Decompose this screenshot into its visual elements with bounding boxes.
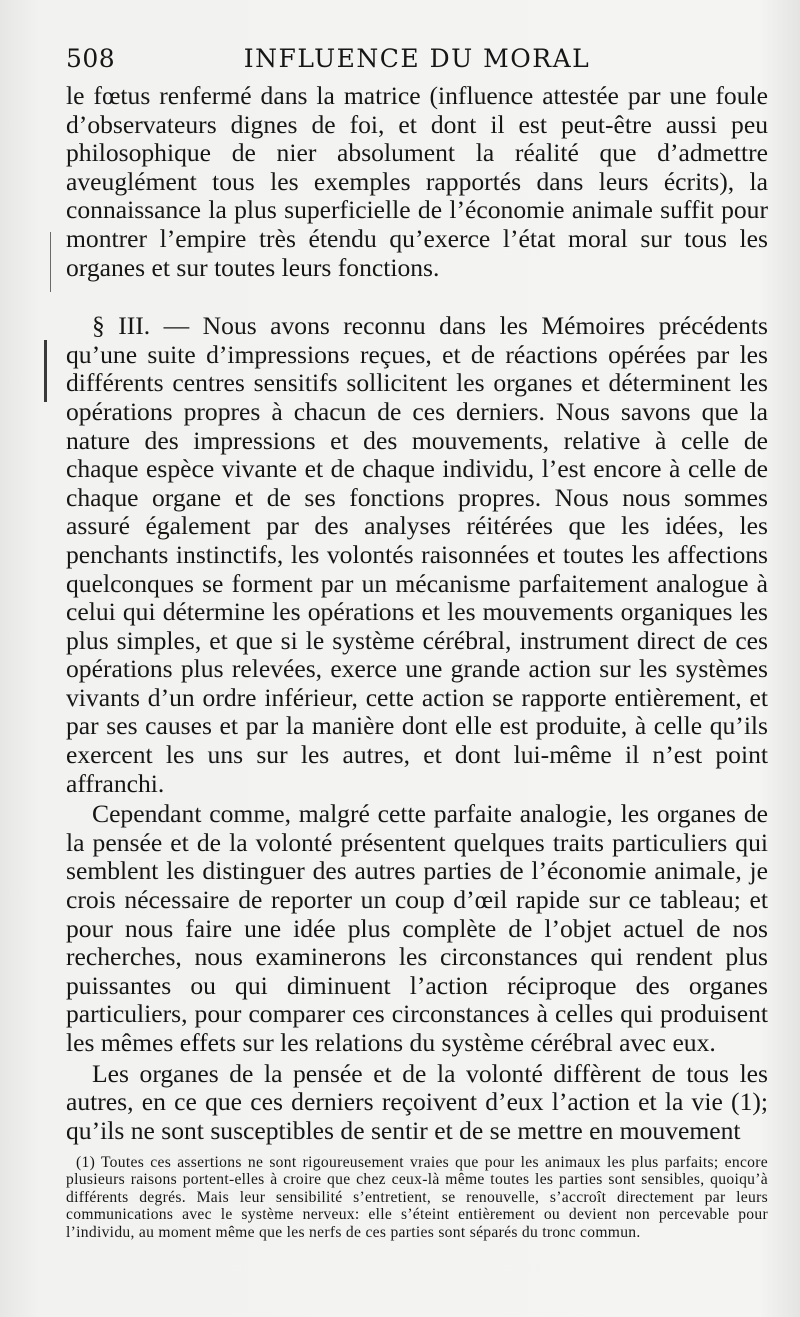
page-header (66, 40, 768, 76)
margin-bracket-mark (44, 340, 47, 402)
paragraph: Les organes de la pensée et de la volonté diffèrent de tous les autres, en ce que ces derniers reçoivent d’eux l’action et la vie (1); qu’ils ne sont susceptibles de sentir et de se mettre en mouvement (66, 1058, 768, 1145)
margin-bracket-mark (50, 232, 51, 292)
footnote-text: (1) Toutes ces assertions ne sont rigoureusement vraies que pour les animaux les plus parfaits; encore plusieurs raisons portent-elles à croire que chez ceux-là même toutes les parties sont sensibles, quoiqu’à différents degrés. Mais leur sensibilité s’entretient, se renouvelle, s’accroît directement par leurs communications avec le système nerveux: elle s’éteint entièrement ou devient non percevable pour l’individu, au moment même que les nerfs de ces parties sont séparés du tronc commun. (66, 1154, 768, 1241)
running-title: INFLUENCE DU MORAL (243, 44, 591, 73)
paragraph: le fœtus renfermé dans la matrice (influence attestée par une foule d’observateurs dignes de foi, et dont il est peut-être aussi peu philosophique de nier absolument la réalité que d’admettre aveuglément tous les exemples rapportés dans leurs écrits), la connaissance la plus superficielle de l’économie animale suffit pour montrer l’empire très étendu qu’exerce l’état moral sur tous les organes et sur toutes leurs fonctions. (66, 81, 768, 282)
paragraph: Cependant comme, malgré cette parfaite analogie, les organes de la pensée et de la volonté présentent quelques traits particuliers qui semblent les distinguer des autres parties de l’économie animale, je crois nécessaire de reporter un coup d’œil rapide sur ce tableau; et pour nous faire une idée plus complète de l’objet actuel de nos recherches, nous examinerons les circonstances qui rendent plus puissantes ou qui diminuent l’action réciproque des organes particuliers, pour comparer ces circonstances à celles qui produisent les mêmes effets sur les relations du système cérébral avec eux. (66, 799, 768, 1057)
main-text (66, 82, 768, 1145)
footnote (66, 1154, 768, 1241)
paragraph: § III. — Nous avons reconnu dans les Mémoires précédents qu’une suite d’impressions reçues, et de réactions opérées par les différents centres sensitifs sollicitent les organes et déterminent les opérations propres à chacun de ces derniers. Nous savons que la nature des impressions et des mouvements, relative à celle de chaque espèce vivante et de chaque individu, l’est encore à celle de chaque organe et de ses fonctions propres. Nous nous sommes assuré également par des analyses réitérées que les idées, les penchants instinctifs, les volontés raisonnées et toutes les affections quelconques se forment par un mécanisme parfaitement analogue à celui qui détermine les opérations et les mouvements organiques les plus simples, et que si le système cérébral, instrument direct de ces opérations plus relevées, exerce une grande action sur les systèmes vivants d’un ordre inférieur, cette action se rapporte entièrement, et par ses causes et par la manière dont elle est produite, à celle qu’ils exercent les uns sur les autres, et dont lui-même il n’est point affranchi. (66, 311, 768, 798)
page-number: 508 (66, 44, 116, 73)
